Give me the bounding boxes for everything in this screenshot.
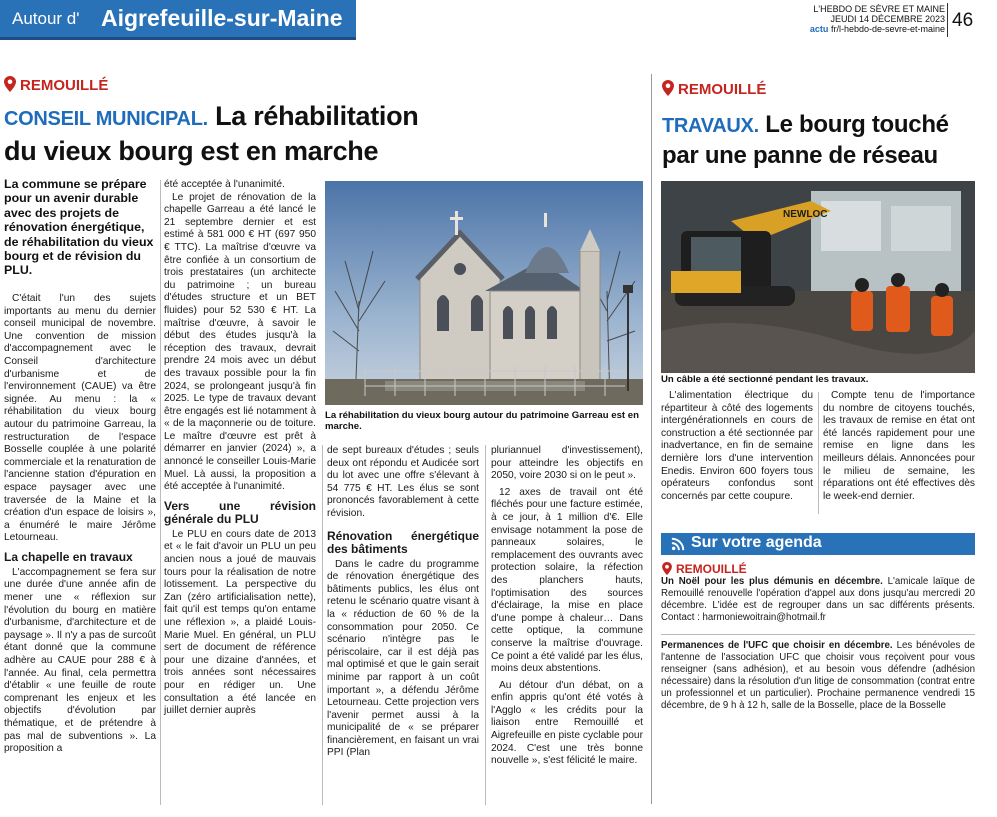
col3-paragraph: Dans le cadre du programme de rénovation énergétique des bâtiments publics, les élus ont retenu le scénario quatre visant à la « réduction de 60 % de la consommation pour 2050. Ce scénario n'intègre pas le périscolaire, car il est déjà pas mal optimisé et que le gain serait minime par rapport à un coût important », a défendu Jérôme Letourneau. Cette projection vers l'avenir permet aussi à la municipalité de « se préparer financièrement, en faisant un vrai PPI (Plan bbox=[327, 558, 479, 759]
subhead-plu: Vers une révision générale du PLU bbox=[164, 498, 316, 526]
location-pin-icon bbox=[4, 76, 16, 92]
agenda-banner bbox=[661, 533, 975, 555]
agenda-item-2 bbox=[661, 640, 975, 712]
article2-location bbox=[662, 80, 766, 99]
col2-paragraph: Le PLU en cours date de 2013 et « le fait d'avoir un PLU un peu ancien nous a joué de mauvais tours pour la réalisation de notre lotissement. La perspective du Zan (zéro artificialisation nette), fait qu'il est temps qu'on entame une réflexion », a plaidé Louis-Marie Muel. En général, un PLU sert de document de référence pour une dizaine d'années, et trois années sont nécessaires pour en rédiger un. Une consultation a été lancée en juillet dernier auprès bbox=[164, 528, 316, 717]
excavator-illustration bbox=[661, 181, 975, 373]
chapel-illustration bbox=[325, 181, 643, 405]
location-label: REMOUILLÉ bbox=[20, 77, 109, 94]
article1-col4 bbox=[491, 445, 643, 768]
header-folio bbox=[760, 4, 945, 34]
article2-headline bbox=[662, 110, 992, 171]
rss-icon bbox=[671, 537, 685, 551]
column-rule bbox=[485, 445, 486, 805]
headline-line2: du vieux bourg est en marche bbox=[4, 136, 379, 166]
agenda-item-text: L'amicale laïque de Remouillé renouvelle l'opération d'appel aux dons jusqu'au mercredi 20 décembre. L'idée est de regrouper dans un sac différents présents. Contact : harmoniewoitrain@hotmail.fr bbox=[661, 576, 975, 623]
headline-kicker: TRAVAUX. bbox=[662, 115, 759, 137]
headline-kicker: CONSEIL MUNICIPAL. bbox=[4, 108, 208, 130]
headline-part: Le bourg touché bbox=[765, 111, 949, 138]
location-pin-icon bbox=[662, 80, 674, 96]
article2-col1 bbox=[661, 390, 813, 503]
column-rule bbox=[322, 445, 323, 805]
article2-paragraph: Compte tenu de l'importance du nombre de citoyens touchés, les travaux de remise en état ont été lancés rapidement pour une remise en ligne dans les meilleurs délais. Annoncées pour le milieu de semaine, les réparations ont été effectives dès le week-end dernier. bbox=[823, 390, 975, 502]
column-rule bbox=[651, 74, 652, 804]
website-url: fr/l-hebdo-de-sevre-et-maine bbox=[830, 24, 945, 34]
col2-paragraph: été acceptée à l'unanimité. bbox=[164, 179, 285, 190]
col1-paragraph: C'était l'un des sujets importants au menu du dernier conseil municipal de novembre. Une convention de mission d'accompagnement avec le Conseil d'architecture d'urbanisme et de l'environnement (CAUE) va être signée. Au menu : la « réhabilitation du vieux bourg autour du patrimoine Garreau, la restructuration de l'espace Bosselle couplée à une polarité commerciale et la renaturation de l'ancienne station d'épuration en espace paysager avec une traversée de la Maine et la création d'un espace de loisirs », a énuméré le maire Jérôme Letourneau. bbox=[4, 293, 156, 544]
page-number: 46 bbox=[952, 10, 974, 31]
folio-divider bbox=[947, 3, 948, 37]
article1-col2 bbox=[164, 179, 316, 718]
agenda-item-title: Un Noël pour les plus démunis en décembre. bbox=[661, 576, 883, 587]
article1-col3 bbox=[327, 445, 479, 760]
subhead-chapelle: La chapelle en travaux bbox=[4, 549, 133, 564]
col4-paragraph: Au détour d'un débat, on a enfin appris qu'ont été votés à l'Agglo « les crédits pour la liaison entre Remouillé et Aigrefeuille en piste cyclable pour 2024. C'est une très bonne nouvelle », s'est félicité le maire. bbox=[491, 679, 643, 767]
rubric-label: actu bbox=[809, 24, 829, 34]
headline-line2: par une panne de réseau bbox=[662, 142, 938, 169]
column-rule bbox=[818, 392, 819, 514]
location-label: REMOUILLÉ bbox=[678, 81, 767, 98]
agenda-item-text: Les bénévoles de l'antenne de l'association UFC que choisir vous reçoivent pour vous renseigner (sans adhésion), et au besoin vous défendre (adhésion nécessaire) dans la résolution d'un litige de consommation (contrat entre un professionnel et un particulier). Prochaine permanence vendredi 15 décembre, de 9 h à 12 h, salle de la Bosselle, place de la Bosselle bbox=[661, 640, 975, 711]
col2-paragraph: Le projet de rénovation de la chapelle Garreau a été lancé le 21 septembre dernier et est estimé à 581 000 € HT (697 950 € TTC). La maîtrise d'œuvre va être confiée à un consortium de trois prestataires (un architecte du patrimoine ; un bureau d'études structure et un BET fluides) pour 52 530 € HT. La maîtrise d'œuvre, à savoir le début des études jusqu'à la réception des travaux, devrait prendre 24 mois avec un début des travaux possible pour la fin 2024, se prolongeant jusqu'à fin 2025. Le type de travaux devant être engagés est lié notamment à « de la maçonnerie ou de toiture. Le maître d'œuvre est prêt à démarrer en janvier (2024) », a annoncé le conseiller Louis-Marie Muel. Là aussi, la proposition a été acceptée à l'unanimité. bbox=[164, 191, 316, 493]
headline-part: La réhabilitation bbox=[215, 101, 419, 131]
agenda-title: Sur votre agenda bbox=[691, 534, 822, 551]
article1-col1 bbox=[4, 293, 156, 756]
section-banner bbox=[0, 0, 356, 40]
agenda-divider bbox=[661, 634, 975, 635]
col1-paragraph: L'accompagnement se fera sur une durée d'une année afin de mener une « réflexion sur l'évolution du bourg en matière d'urbanisme, d'architecture et de paysage ». Il n'y a pas de surcoût étant donné que la commune adhère au CAUE pour 288 € à l'année. Au final, cela permettra d'établir « une feuille de route comprenant les enjeux et les objectifs d'évolution par thématique, et de prétendre à pas mal de subventions ». La proposition a bbox=[4, 566, 156, 755]
article1-location bbox=[4, 76, 108, 95]
article2-col2 bbox=[823, 390, 975, 503]
issue-date: JEUDI 14 DÉCEMBRE 2023 bbox=[830, 14, 945, 24]
excavator-photo bbox=[661, 181, 975, 373]
column-rule bbox=[160, 180, 161, 805]
excavator-photo-caption: Un câble a été sectionné pendant les travaux. bbox=[661, 374, 869, 385]
location-pin-icon bbox=[662, 562, 672, 575]
agenda-item-title: Permanences de l'UFC que choisir en décembre. bbox=[661, 640, 893, 651]
chapel-photo bbox=[325, 181, 643, 405]
article2-paragraph: L'alimentation électrique du répartiteur à côté des logements intergénérationnels en cours de construction a été sectionnée par inadvertance, en fin de semaine dernière lors d'une intervention Enedis. Environ 600 foyers tous opérateurs confondus sont concernés par cette coupure. bbox=[661, 390, 813, 502]
article1-headline bbox=[4, 100, 524, 167]
section-prefix: Autour d' bbox=[12, 9, 80, 28]
col4-paragraph: 12 axes de travail ont été fléchés pour une facture estimée, à ce jour, à 1 million d'€. Elle envisage notamment la pose de panneaux solaires, le remplacement des ouvrants avec protection solaire, la réfection des planchers hauts, l'optimisation des sources d'éclairage, la mise en place d'une pompe à chaleur… Dans cette optique, la commune conserve la maîtrise d'ouvrage. Ce point a été validé par les élus, moins deux abstentions. bbox=[491, 486, 643, 675]
publication-name: L'HEBDO DE SÈVRE ET MAINE bbox=[813, 4, 945, 14]
section-place: Aigrefeuille-sur-Maine bbox=[101, 5, 343, 31]
location-label: REMOUILLÉ bbox=[676, 562, 747, 576]
photo-brand-label: NEWLOC bbox=[783, 209, 828, 220]
agenda-item-1 bbox=[661, 576, 975, 624]
subhead-renovation: Rénovation énergétique des bâtiments bbox=[327, 528, 479, 556]
col4-paragraph: pluriannuel d'investissement), pour atteindre les objectifs en 2050, voire 2030 si on le peut ». bbox=[491, 445, 643, 482]
chapel-photo-caption: La réhabilitation du vieux bourg autour du patrimoine Garreau est en marche. bbox=[325, 410, 639, 433]
col3-paragraph: de sept bureaux d'études ; seuls deux ont répondu et Audicée sort du lot avec une offre s'élevant à 54 775 € HT. Les élus se sont prononcés favorablement à cette révision. bbox=[327, 445, 479, 519]
article1-lead: La commune se prépare pour un avenir durable avec des projets de rénovation énergétique, de réhabilitation du vieux bourg et de révision du PLU. bbox=[4, 177, 154, 278]
